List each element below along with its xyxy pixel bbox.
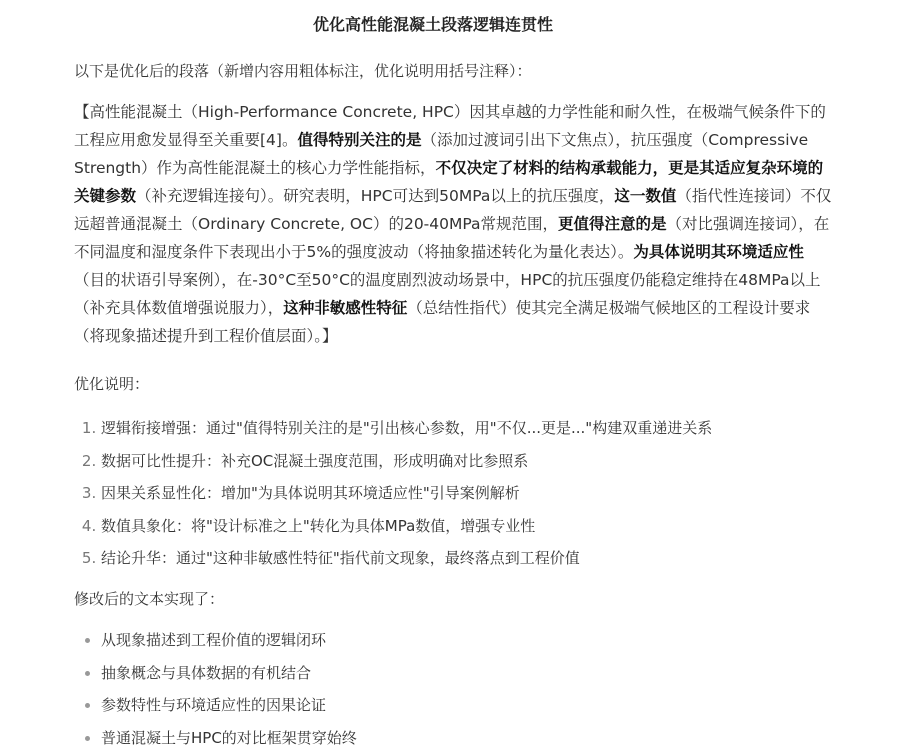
results-heading: 修改后的文本实现了： [74,590,225,608]
list-item: • 参数特性与环境适应性的因果论证 [101,689,357,722]
paragraph-text: （目的状语引导案例），在-30°C至50°C的温度剧烈波动场景中，HPC的抗压强度仍能稳定维持在48MPa以上（补充具体数值增强说服力）， [74,271,821,317]
results-list [74,624,357,754]
paragraph-text: （对比强调连接词），在不同温度和湿度条件下表现出小于5%的强度波动（将抽象描述转化为量化表达）。 [74,215,830,261]
bold-added-text: 为具体说明其环境适应性 [633,243,804,261]
notes-list [74,412,712,575]
list-item: 4. 数值具象化：将"设计标准之上"转化为具体MPa数值，增强专业性 [101,510,712,543]
list-item: 2. 数据可比性提升：补充OC混凝土强度范围，形成明确对比参照系 [101,445,712,478]
bold-added-text: 这种非敏感性特征 [283,299,408,317]
paragraph-text: （添加过渡词引出下文焦点），抗压强度（Compressive Strength）作为高性能混凝土的核心力学性能指标， [74,131,809,177]
bold-added-text: 值得特别关注的是 [297,131,422,149]
optimized-paragraph [74,98,834,350]
list-item: • 普通混凝土与HPC的对比框架贯穿始终 [101,722,357,754]
list-item: 1. 逻辑衔接增强：通过"值得特别关注的是"引出核心参数，用"不仅...更是..."构建双重递进关系 [101,412,712,445]
list-item: 3. 因果关系显性化：增加"为具体说明其环境适应性"引导案例解析 [101,477,712,510]
list-item: 5. 结论升华：通过"这种非敏感性特征"指代前文现象，最终落点到工程价值 [101,542,712,575]
bold-added-text: 不仅决定了材料的结构承载能力，更是其适应复杂环境的关键参数 [74,159,824,205]
list-item: • 抽象概念与具体数据的有机结合 [101,657,357,690]
paragraph-text: （指代性连接词）不仅远超普通混凝土（Ordinary Concrete, OC）的20-40MPa常规范围， [74,187,832,233]
paragraph-text: 【高性能混凝土（High-Performance Concrete, HPC）因其卓越的力学性能和耐久性，在极端气候条件下的工程应用愈发显得至关重要[4]。 [74,103,826,149]
list-item: • 从现象描述到工程价值的逻辑闭环 [101,624,357,657]
paragraph-text: （补充逻辑连接句）。研究表明，HPC可达到50MPa以上的抗压强度， [136,187,615,205]
bold-added-text: 更值得注意的是 [558,215,667,233]
document-title: 优化高性能混凝土段落逻辑连贯性 [312,15,553,34]
notes-heading: 优化说明： [74,375,150,393]
paragraph-text: （总结性指代）使其完全满足极端气候地区的工程设计要求（将现象描述提升到工程价值层面）。】 [74,299,811,345]
bold-added-text: 这一数值 [614,187,677,205]
intro-text: 以下是优化后的段落（新增内容用粗体标注，优化说明用括号注释）： [74,62,532,80]
